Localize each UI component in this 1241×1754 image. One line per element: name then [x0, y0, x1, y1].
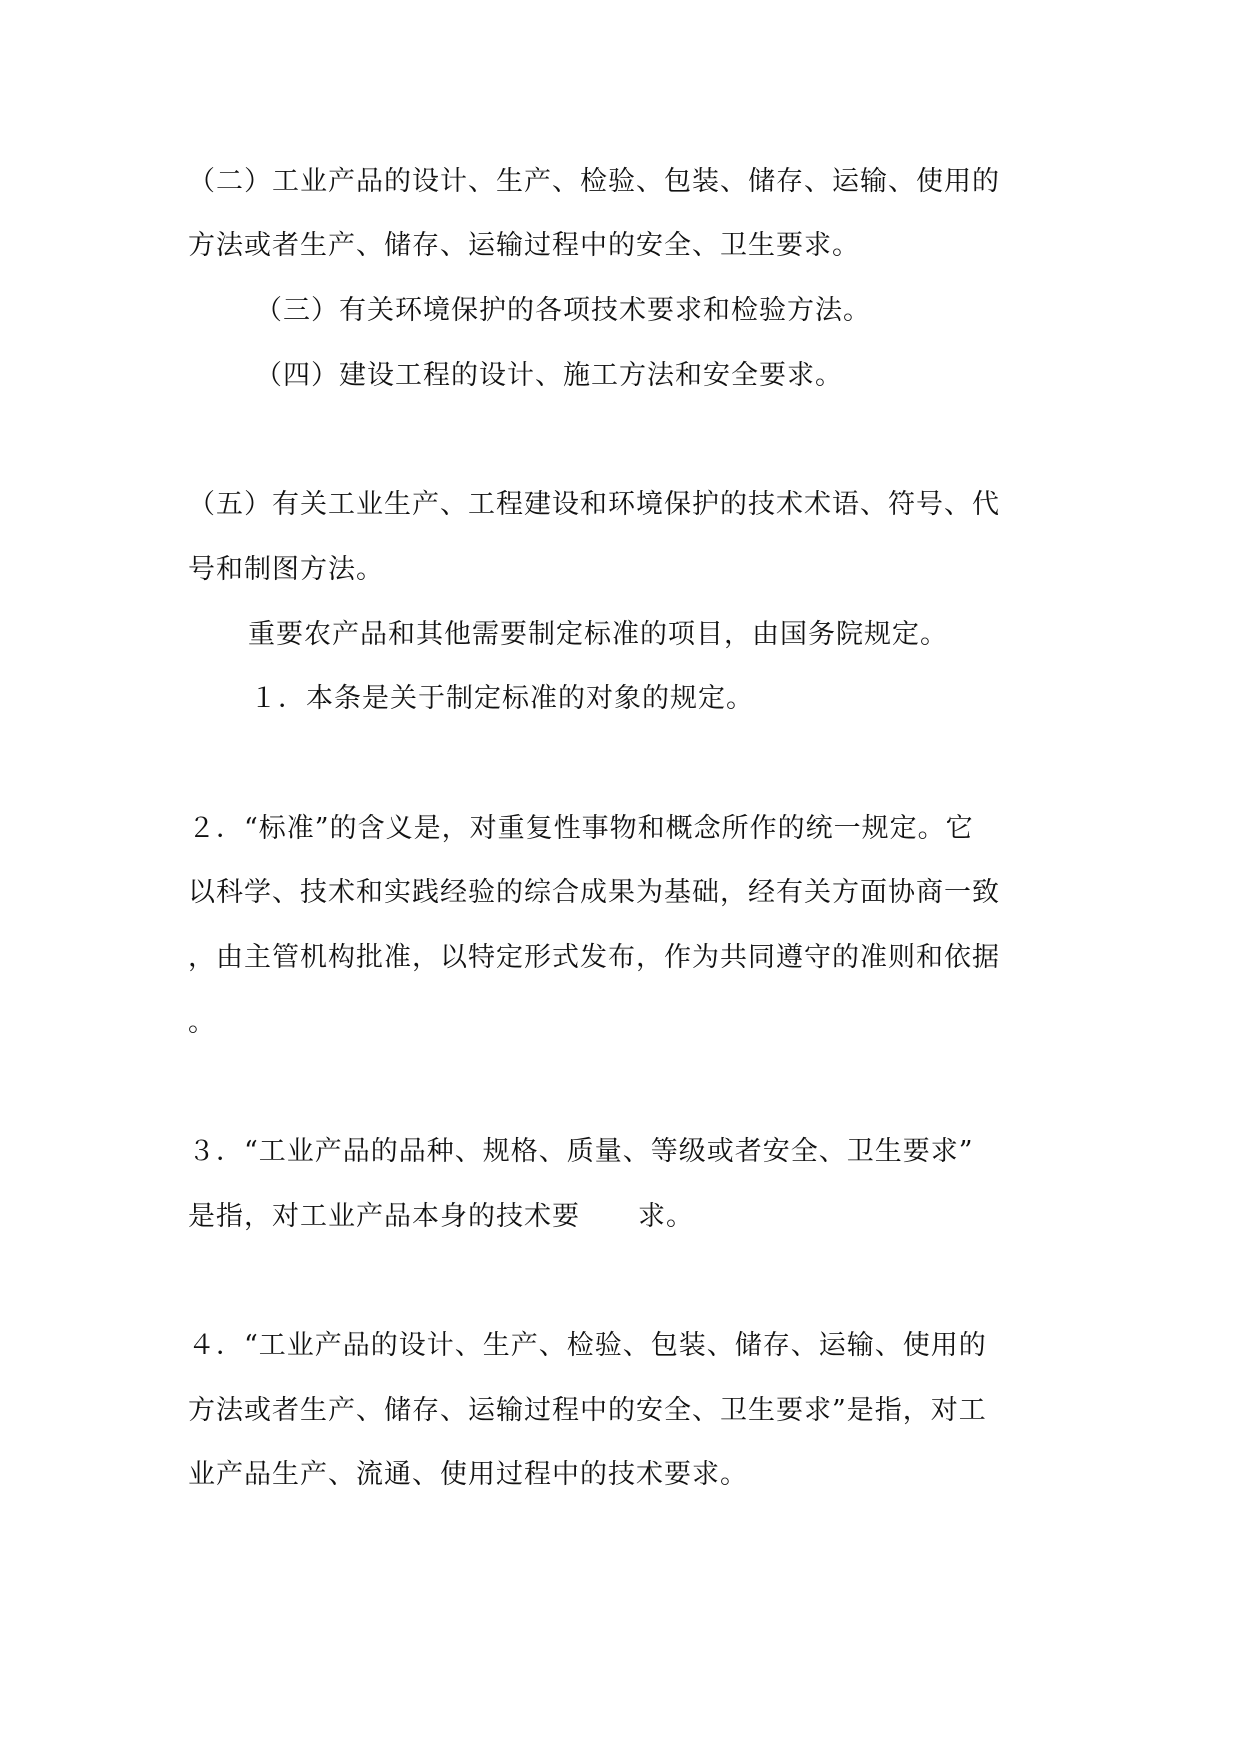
paragraph-line: 以科学、技术和实践经验的综合成果为基础，经有关方面协商一致	[188, 877, 1000, 908]
paragraph-line: 重要农产品和其他需要制定标准的项目，由国务院规定。	[248, 619, 948, 650]
paragraph-line	[188, 1199, 694, 1235]
paragraph-text: 是指，对工业产品本身的技术要	[188, 1201, 580, 1232]
paragraph-line: 方法或者生产、储存、运输过程中的安全、卫生要求。	[188, 230, 860, 261]
paragraph-line: （二）工业产品的设计、生产、检验、包装、储存、运输、使用的	[188, 166, 1000, 197]
paragraph-line: ３．“工业产品的品种、规格、质量、等级或者安全、卫生要求”	[188, 1136, 974, 1167]
paragraph-line: １．本条是关于制定标准的对象的规定。	[250, 683, 754, 714]
paragraph-text: 求。	[638, 1201, 694, 1232]
paragraph-line: ４．“工业产品的设计、生产、检验、包装、储存、运输、使用的	[188, 1330, 987, 1361]
paragraph-line: ，由主管机构批准，以特定形式发布，作为共同遵守的准则和依据	[188, 942, 1000, 973]
paragraph-line: 业产品生产、流通、使用过程中的技术要求。	[188, 1459, 748, 1490]
paragraph-line: 号和制图方法。	[188, 554, 384, 585]
paragraph-line: 。	[188, 1007, 216, 1038]
paragraph-line: （四）建设工程的设计、施工方法和安全要求。	[255, 360, 843, 391]
paragraph-line: 方法或者生产、储存、运输过程中的安全、卫生要求”是指，对工	[188, 1395, 987, 1426]
paragraph-line: （五）有关工业生产、工程建设和环境保护的技术术语、符号、代	[188, 489, 1000, 520]
paragraph-line: ２．“标准”的含义是，对重复性事物和概念所作的统一规定。它	[188, 813, 974, 844]
paragraph-line: （三）有关环境保护的各项技术要求和检验方法。	[255, 295, 871, 326]
